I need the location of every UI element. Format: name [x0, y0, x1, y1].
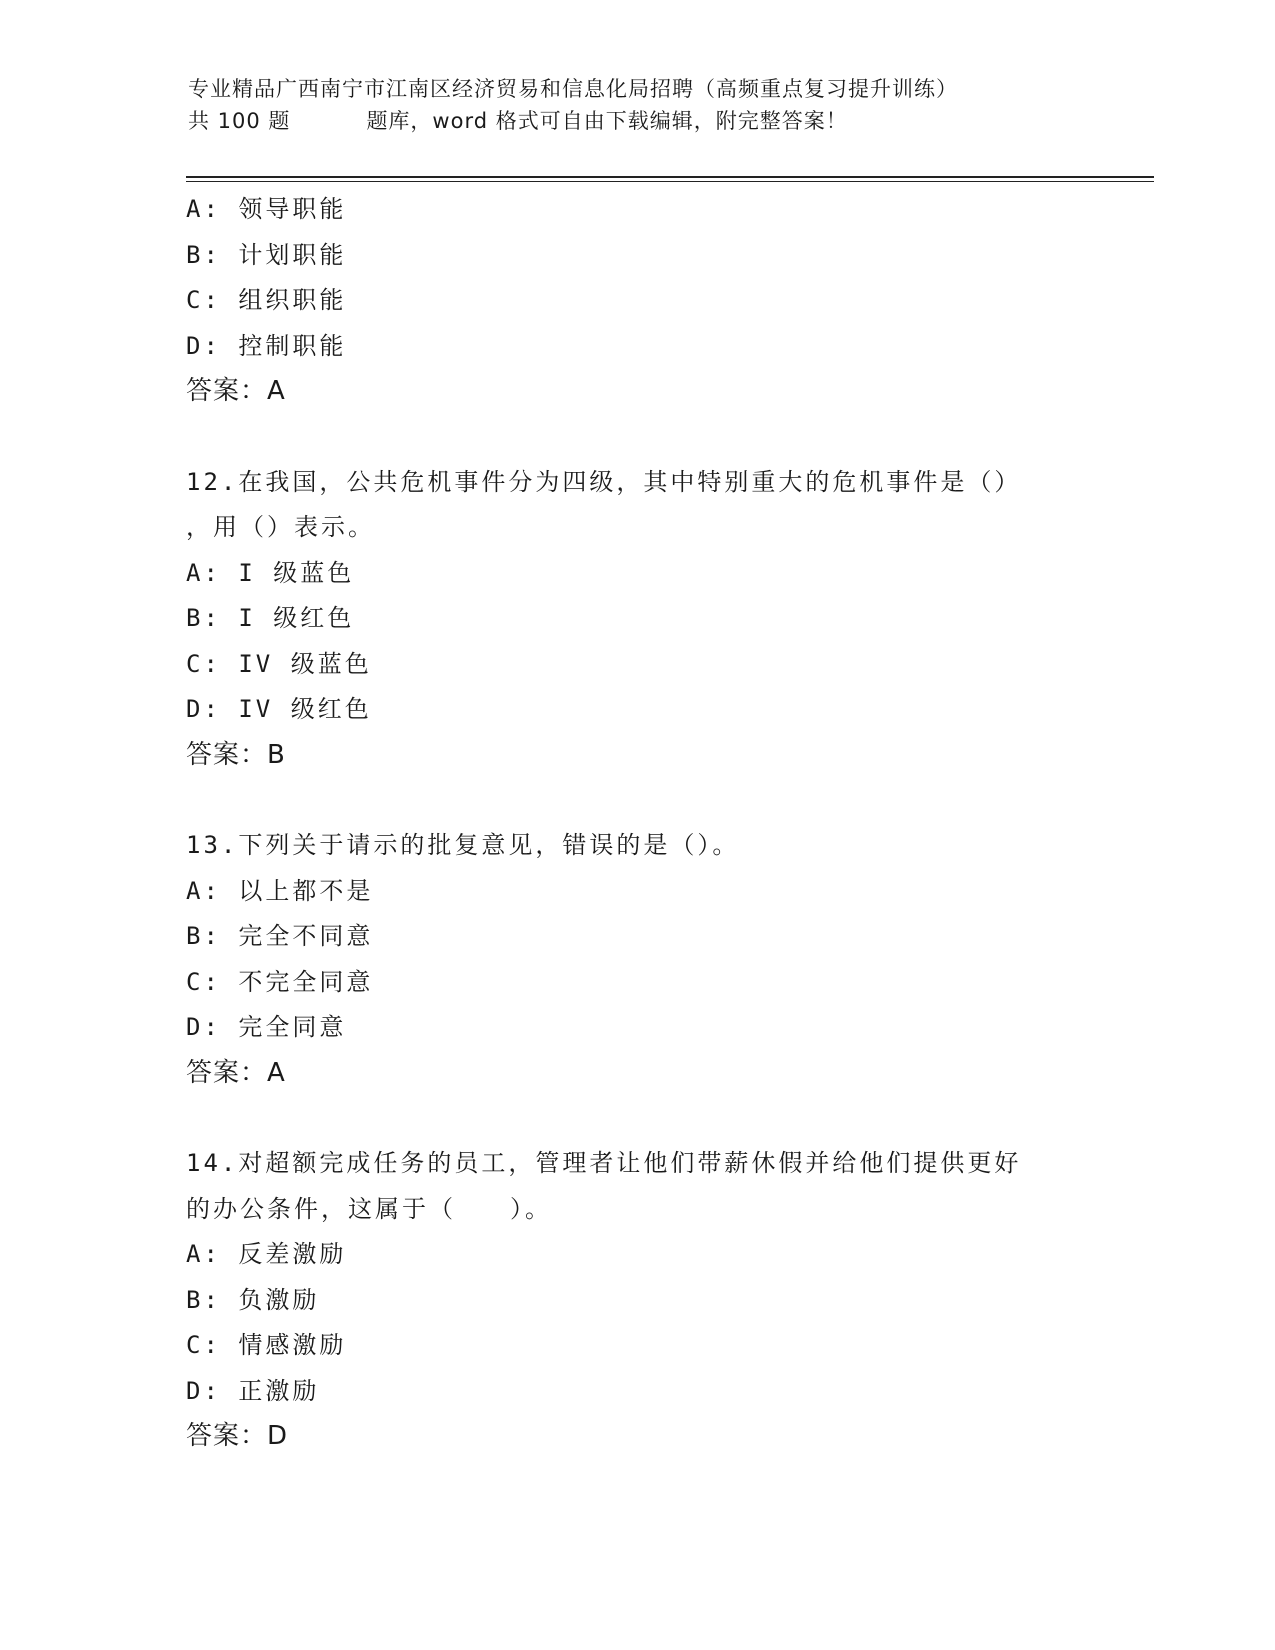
option-b: B: 计划职能 [186, 240, 347, 269]
question-list [186, 187, 1106, 1460]
option-a: A: 领导职能 [186, 195, 347, 223]
option-b: B: 完全不同意 [186, 922, 374, 950]
answer-line: 答案：B [186, 739, 286, 770]
answer-line: 答案：A [186, 1057, 286, 1088]
option-d: D: 控制职能 [186, 331, 347, 360]
header-description: 题库，word 格式可自由下载编辑，附完整答案！ [366, 109, 848, 133]
option-d: D: IV 级红色 [186, 695, 372, 723]
question-block [186, 187, 1106, 415]
option-a: A: 反差激励 [186, 1240, 347, 1268]
document-header [188, 73, 1088, 137]
header-subtitle [188, 105, 1088, 137]
answer-line: 答案：D [186, 1421, 289, 1451]
option-c: C: IV 级蓝色 [186, 649, 372, 678]
question-text-line1: 12.在我国，公共危机事件分为四级，其中特别重大的危机事件是（） [186, 467, 1022, 496]
question-block [186, 460, 1106, 779]
option-c: C: 不完全同意 [186, 967, 374, 996]
question-text-line1: 14.对超额完成任务的员工，管理者让他们带薪休假并给他们提供更好 [186, 1149, 1022, 1177]
question-text-line1: 13.下列关于请示的批复意见，错误的是（）。 [186, 831, 740, 859]
question-block [186, 823, 1106, 1096]
header-title: 专业精品广西南宁市江南区经济贸易和信息化局招聘（高频重点复习提升训练） [188, 77, 958, 101]
question-block [186, 1141, 1106, 1460]
option-b: B: 负激励 [186, 1285, 320, 1314]
option-a: A: I 级蓝色 [186, 558, 355, 587]
question-text-line2: ，用（）表示。 [186, 513, 375, 541]
header-rule-thin [186, 181, 1154, 182]
option-c: C: 情感激励 [186, 1331, 347, 1359]
header-rule-thick [186, 176, 1154, 178]
option-d: D: 正激励 [186, 1376, 320, 1405]
option-b: B: I 级红色 [186, 604, 355, 632]
option-d: D: 完全同意 [186, 1013, 347, 1041]
option-c: C: 组织职能 [186, 286, 347, 314]
header-question-count: 共 100 题 [188, 109, 291, 133]
option-a: A: 以上都不是 [186, 876, 374, 905]
answer-line: 答案：A [186, 376, 286, 406]
question-text-line2: 的办公条件，这属于（ ）。 [186, 1194, 552, 1223]
